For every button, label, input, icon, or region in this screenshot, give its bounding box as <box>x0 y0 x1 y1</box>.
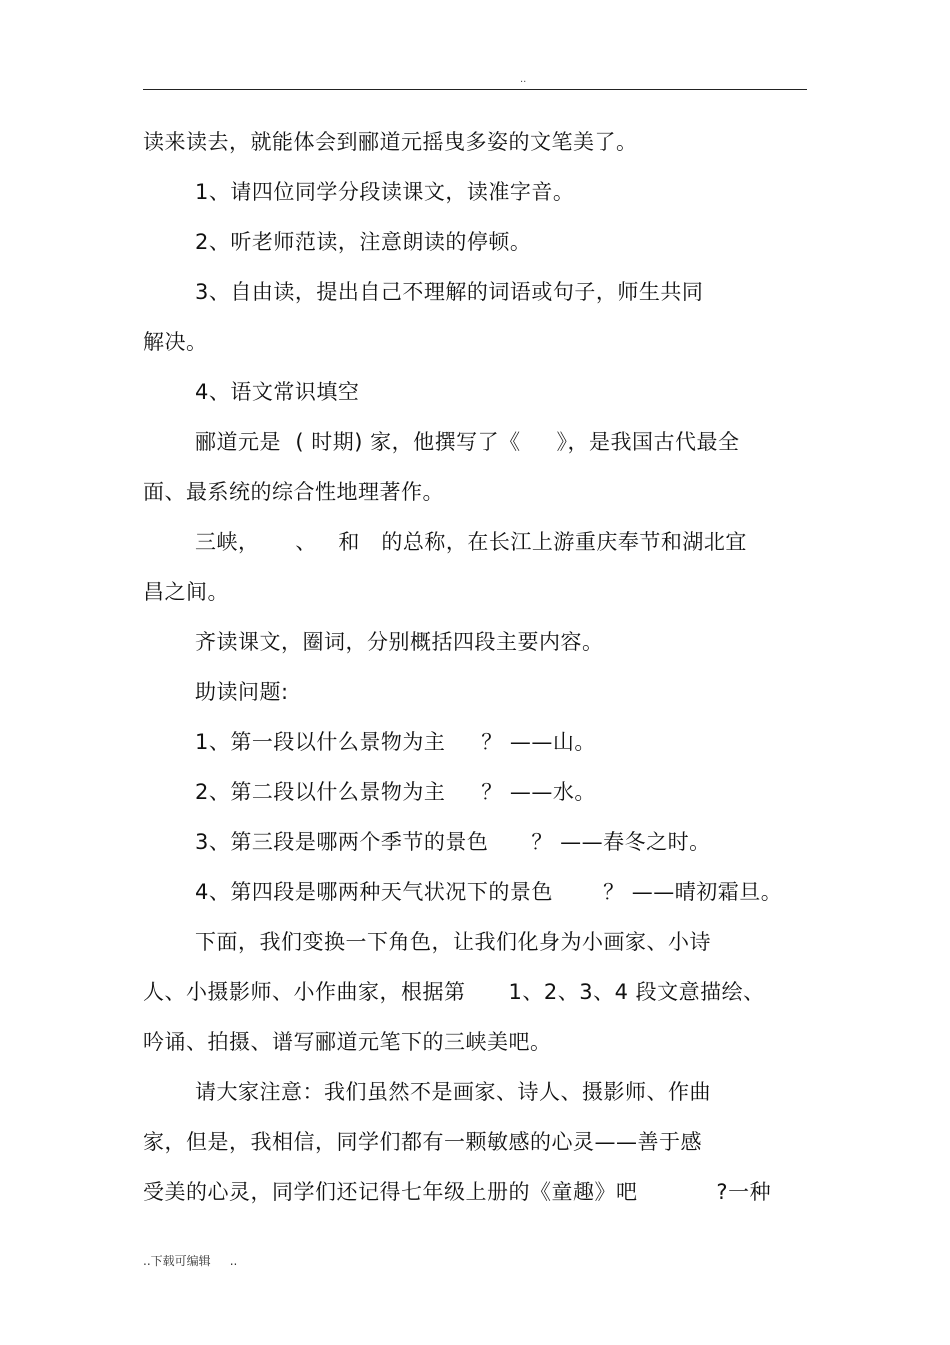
text-line: 下面，我们变换一下角色，让我们化身为小画家、小诗 <box>195 930 711 954</box>
text-line: 2、听老师范读，注意朗读的停顿。 <box>195 230 532 254</box>
text-line: 2、第二段以什么景物为主 ？ ——水。 <box>195 780 596 804</box>
text-line: 家，但是，我相信，同学们都有一颗敏感的心灵——善于感 <box>143 1130 702 1154</box>
header-mark: .. <box>520 74 527 85</box>
text-line: 读来读去，就能体会到郦道元摇曳多姿的文笔美了。 <box>143 130 638 154</box>
text-line: 请大家注意：我们虽然不是画家、诗人、摄影师、作曲 <box>195 1080 711 1104</box>
text-line: 3、第三段是哪两个季节的景色 ？ ——春冬之时。 <box>195 830 711 854</box>
text-line: 昌之间。 <box>143 580 229 604</box>
text-line: 郦道元是 ( 时期) 家，他撰写了《 》，是我国古代最全 <box>195 430 740 454</box>
text-line: 助读问题: <box>195 680 289 704</box>
text-line: 吟诵、拍摄、谱写郦道元笔下的三峡美吧。 <box>143 1030 552 1054</box>
text-line: 面、最系统的综合性地理著作。 <box>143 480 444 504</box>
text-line: 1、请四位同学分段读课文，读准字音。 <box>195 180 575 204</box>
text-line: 三峡， 、 和 的总称，在长江上游重庆奉节和湖北宜 <box>195 530 747 554</box>
text-line: 3、自由读，提出自己不理解的词语或句子，师生共同 <box>195 280 704 304</box>
header-rule <box>143 89 807 90</box>
text-line: 4、语文常识填空 <box>195 380 360 404</box>
text-line: 受美的心灵，同学们还记得七年级上册的《童趣》吧 ?一种 <box>143 1180 772 1204</box>
text-line: 人、小摄影师、小作曲家，根据第 1、2、3、4 段文意描绘、 <box>143 980 765 1004</box>
text-line: 解决。 <box>143 330 208 354</box>
text-line: 齐读课文，圈词，分别概括四段主要内容。 <box>195 630 604 654</box>
footer-text: ..下载可编辑 .. <box>143 1254 238 1268</box>
text-line: 1、第一段以什么景物为主 ？ ——山。 <box>195 730 596 754</box>
text-line: 4、第四段是哪两种天气状况下的景色 ？ ——晴初霜旦。 <box>195 880 783 904</box>
